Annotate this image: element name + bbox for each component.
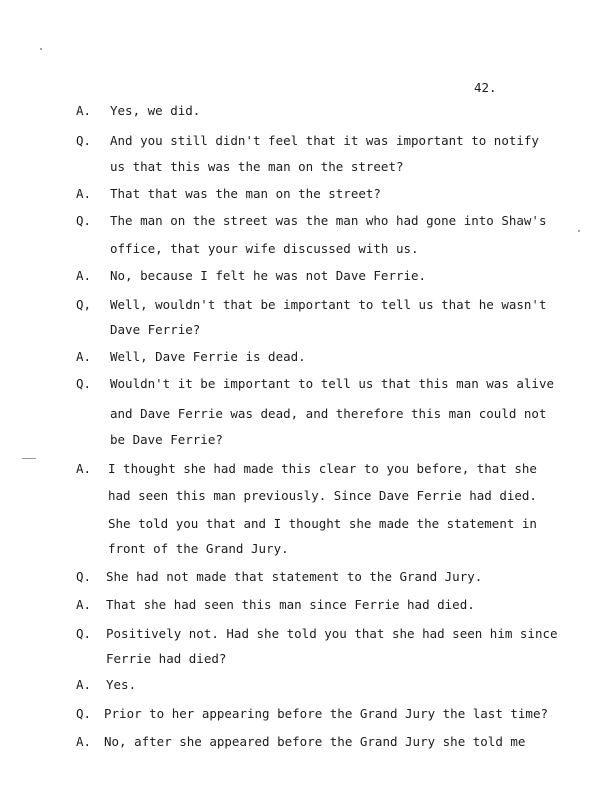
- transcript-line: [0, 625, 612, 643]
- speaker-label: A.: [76, 677, 92, 692]
- line-text: Ferrie had died?: [106, 651, 227, 666]
- transcript-line: [0, 650, 612, 668]
- line-text: I thought she had made this clear to you before, that she: [108, 461, 537, 476]
- transcript-line: [0, 321, 612, 339]
- line-text: had seen this man previously. Since Dave Ferrie had died.: [108, 488, 537, 503]
- line-text: front of the Grand Jury.: [108, 541, 289, 556]
- speaker-label: A.: [76, 597, 92, 612]
- transcript-line: [0, 540, 612, 558]
- line-text: Well, wouldn't that be important to tell us that he wasn't: [110, 297, 547, 312]
- speaker-label: A.: [76, 349, 92, 364]
- scan-dot: [40, 48, 42, 50]
- transcript-line: [0, 405, 612, 423]
- speaker-label: A.: [76, 268, 92, 283]
- line-text: office, that your wife discussed with us.: [110, 241, 419, 256]
- transcript-line: [0, 267, 612, 285]
- speaker-label: Q.: [76, 706, 92, 721]
- line-text: No, after she appeared before the Grand Jury she told me: [104, 734, 526, 749]
- transcript-line: [0, 460, 612, 478]
- speaker-label: A.: [76, 103, 92, 118]
- line-text: She had not made that statement to the Grand Jury.: [106, 569, 483, 584]
- line-text: That that was the man on the street?: [110, 186, 381, 201]
- scan-mark: [22, 458, 36, 459]
- transcript-line: [0, 348, 612, 366]
- line-text: She told you that and I thought she made the statement in: [108, 516, 537, 531]
- speaker-label: Q.: [76, 376, 92, 391]
- speaker-label: Q,: [76, 297, 92, 312]
- speaker-label: Q.: [76, 133, 92, 148]
- transcript-line: [0, 596, 612, 614]
- page-number: 42.: [474, 80, 497, 95]
- transcript-line: [0, 296, 612, 314]
- speaker-label: A.: [76, 186, 92, 201]
- transcript-line: [0, 568, 612, 586]
- line-text: That she had seen this man since Ferrie had died.: [106, 597, 475, 612]
- line-text: No, because I felt he was not Dave Ferrie.: [110, 268, 427, 283]
- speaker-label: A.: [76, 461, 92, 476]
- transcript-line: [0, 515, 612, 533]
- transcript-line: [0, 676, 612, 694]
- transcript-line: [0, 158, 612, 176]
- transcript-line: [0, 132, 612, 150]
- line-text: Prior to her appearing before the Grand Jury the last time?: [104, 706, 549, 721]
- speaker-label: A.: [76, 734, 92, 749]
- transcript-line: [0, 102, 612, 120]
- transcript-line: [0, 212, 612, 230]
- speaker-label: Q.: [76, 626, 92, 641]
- transcript-line: [0, 375, 612, 393]
- line-text: us that this was the man on the street?: [110, 159, 404, 174]
- line-text: Dave Ferrie?: [110, 322, 201, 337]
- line-text: Yes, we did.: [110, 103, 201, 118]
- line-text: Well, Dave Ferrie is dead.: [110, 349, 306, 364]
- transcript-line: [0, 487, 612, 505]
- line-text: And you still didn't feel that it was important to notify: [110, 133, 539, 148]
- line-text: Positively not. Had she told you that she had seen him since: [106, 626, 558, 641]
- transcript-line: [0, 431, 612, 449]
- speaker-label: Q.: [76, 569, 92, 584]
- scan-dot: [578, 230, 580, 232]
- transcript-line: [0, 185, 612, 203]
- line-text: Yes.: [106, 677, 137, 692]
- line-text: Wouldn't it be important to tell us that this man was alive: [110, 376, 555, 391]
- transcript-line: [0, 240, 612, 258]
- line-text: and Dave Ferrie was dead, and therefore this man could not: [110, 406, 547, 421]
- transcript-line: [0, 705, 612, 723]
- line-text: The man on the street was the man who had gone into Shaw's: [110, 213, 547, 228]
- speaker-label: Q.: [76, 213, 92, 228]
- transcript-line: [0, 733, 612, 751]
- line-text: be Dave Ferrie?: [110, 432, 223, 447]
